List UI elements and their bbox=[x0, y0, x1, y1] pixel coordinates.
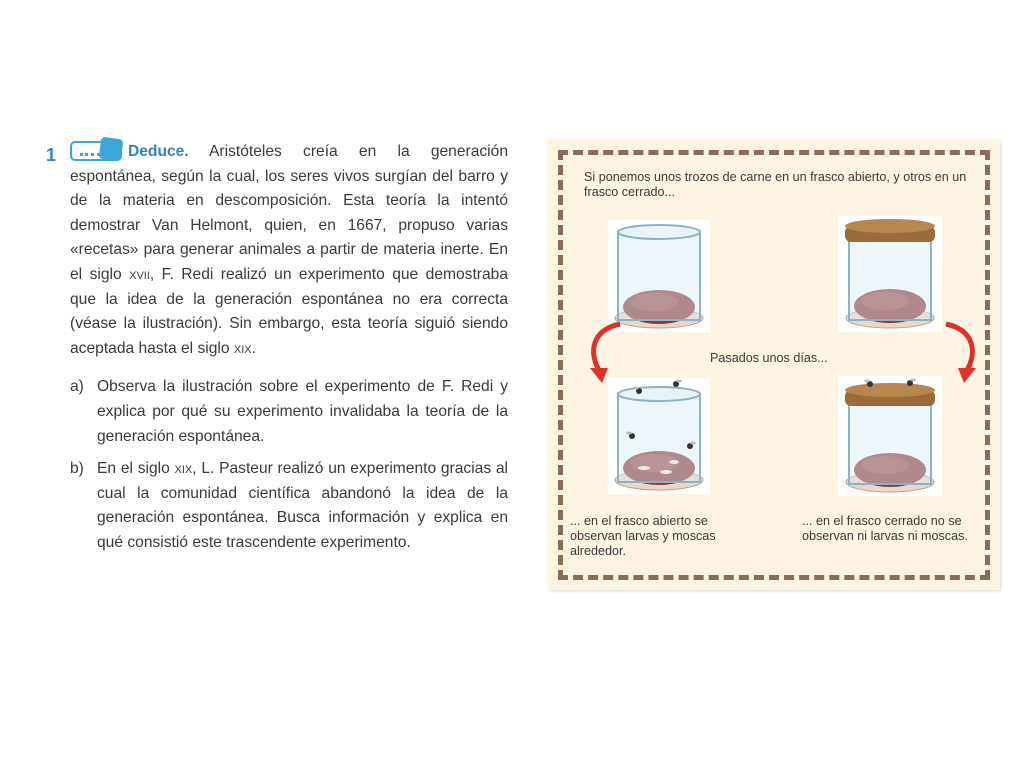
interactive-activity-icon[interactable] bbox=[70, 141, 122, 161]
top-caption: Si ponemos unos trozos de carne en un frasco abierto, y otros en un frasco cerrado... bbox=[584, 170, 967, 199]
exercise-statement bbox=[70, 140, 508, 361]
century-xvii: xvii bbox=[129, 265, 150, 283]
item-b bbox=[70, 457, 508, 555]
right-down-arrow-icon bbox=[940, 320, 980, 386]
redi-experiment-illustration bbox=[548, 140, 1000, 590]
century-xix: xix bbox=[233, 339, 252, 357]
intro-text-3: . bbox=[251, 339, 256, 357]
intro-text-2: , F. Redi realizó un experimento que demostraba que la idea de la generación espontánea no era correcta (véase la ilustración). Sin embargo, esta teoría siguió siendo aceptada hasta el siglo bbox=[70, 265, 508, 357]
open-jar-icon bbox=[604, 218, 714, 336]
open-jar-flies-icon bbox=[604, 376, 714, 498]
item-label: a) bbox=[70, 378, 84, 396]
closed-jar-flies-icon bbox=[834, 374, 946, 500]
item-text: Observa la ilustración sobre el experimento de F. Redi y explica por qué su experimento invalidaba la teoría de la generación espontánea. bbox=[97, 378, 508, 445]
item-a bbox=[70, 375, 508, 449]
exercise-number: 1 bbox=[46, 145, 57, 165]
intro-text-1: Aristóteles creía en la generación espontánea, según la cual, los seres vivos surgían del barro y de la materia en descomposición. Esta teoría la intentó demostrar Van Helmont, quien, en 1667, propuso varias «recetas» para generar animales a partir de materia inerte. En el siglo bbox=[70, 143, 508, 283]
item-label: b) bbox=[70, 460, 84, 478]
closed-jar-icon bbox=[834, 214, 946, 336]
right-caption: ... en el frasco cerrado no se observan ni larvas ni moscas. bbox=[802, 514, 968, 543]
exercise-items bbox=[70, 375, 508, 555]
exercise-1 bbox=[46, 140, 508, 564]
item-text-2: , L. Pasteur realizó un experimento gracias al cual la comunidad científica abandonó la idea de la generación espontánea. Busca información y explica en qué consistió este trascendente experimento. bbox=[97, 460, 509, 551]
item-text-1: En el siglo bbox=[97, 460, 175, 478]
middle-caption: Pasados unos días... bbox=[710, 351, 828, 365]
exercise-verb: Deduce. bbox=[128, 143, 189, 160]
century-xix: xix bbox=[174, 460, 193, 478]
left-caption: ... en el frasco abierto se observan larvas y moscas alrededor. bbox=[570, 514, 716, 558]
